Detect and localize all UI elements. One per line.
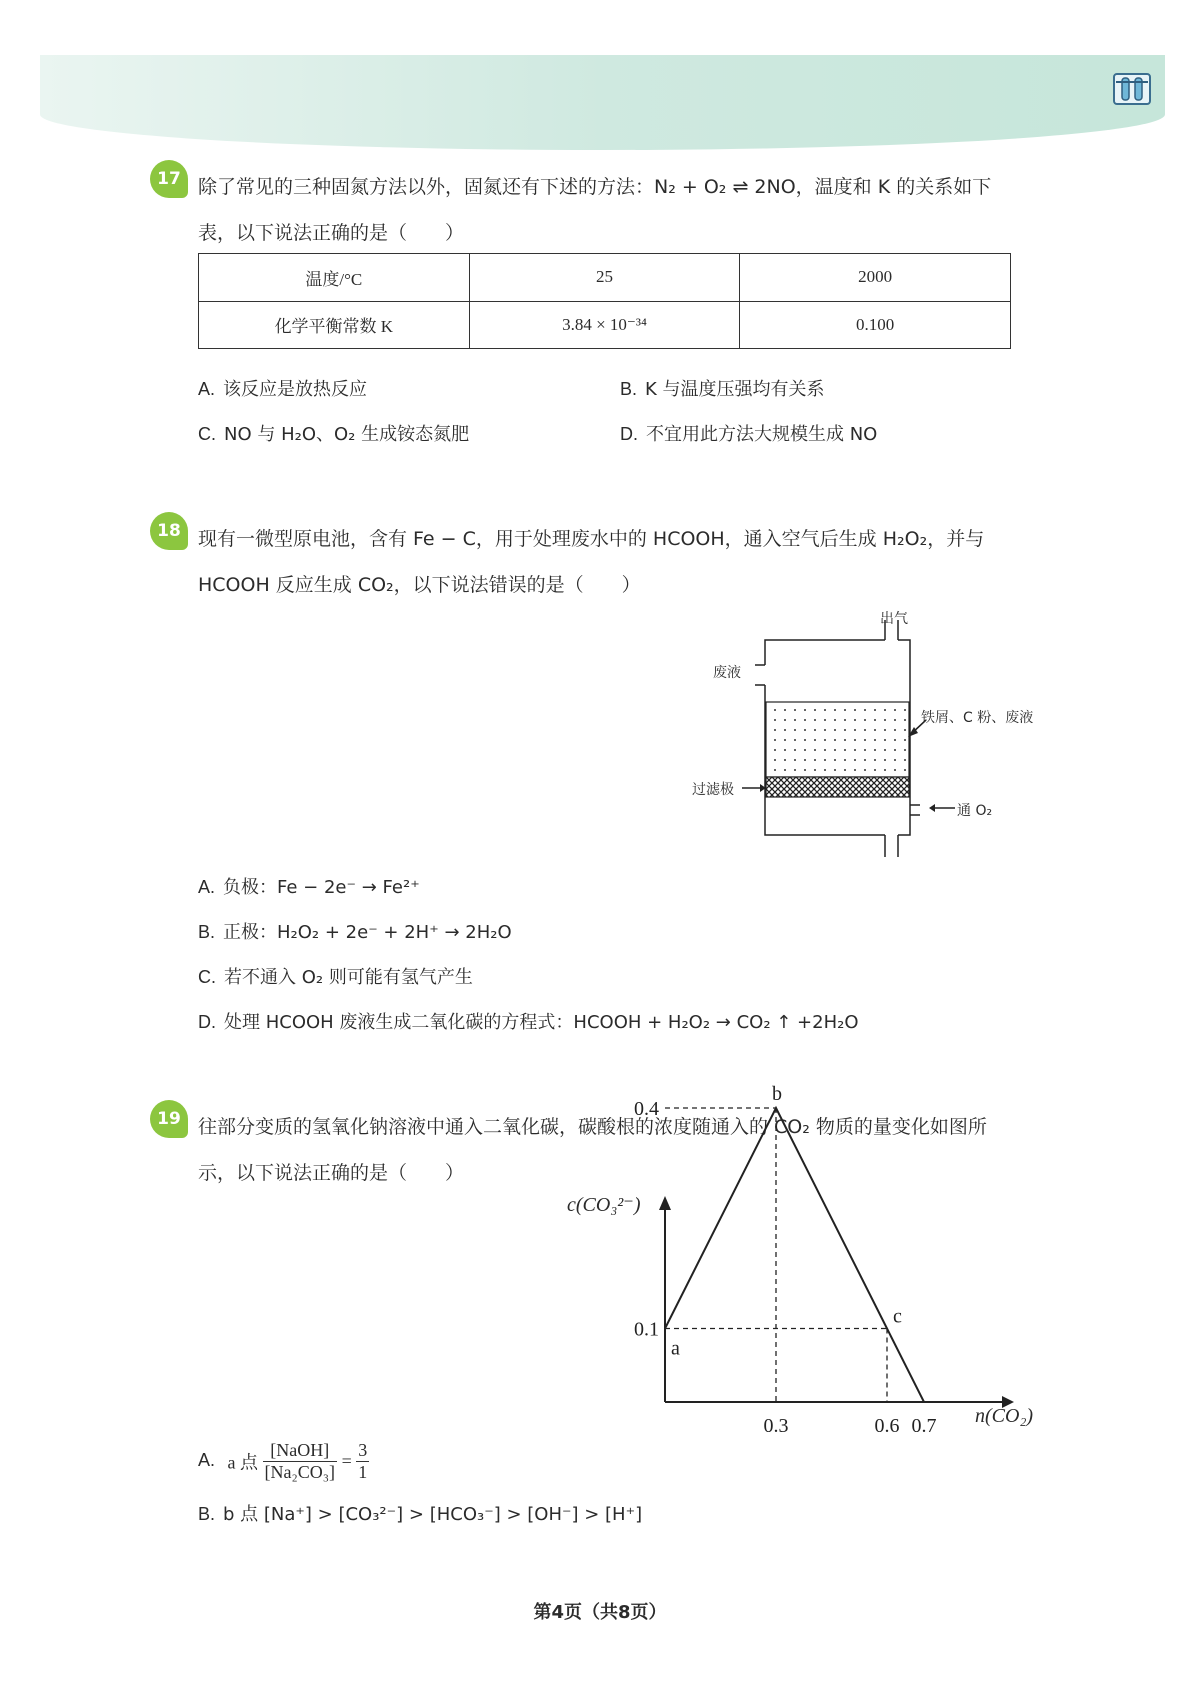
value-numerator: 3 [358, 1440, 368, 1460]
q17-stem-line1: 除了常见的三种固氮方法以外，固氮还有下述的方法：N₂ + O₂ ⇌ 2NO，温度和 K 的关系如下 [198, 176, 992, 198]
q18-stem-line2: HCOOH 反应生成 CO₂，以下说法错误的是（ ） [198, 574, 641, 596]
equals-sign: = [341, 1451, 352, 1471]
header-band [40, 55, 1165, 150]
q17-option-d[interactable] [620, 420, 877, 446]
option-text: 处理 HCOOH 废液生成二氧化碳的方程式：HCOOH + H₂O₂ → CO₂ ↑ +2H₂O [224, 1012, 859, 1033]
option-text: K 与温度压强均有关系 [645, 379, 825, 400]
q19-stem-line1: 往部分变质的氢氧化钠溶液中通入二氧化碳，碳酸根的浓度随通入的 CO₂ 物质的量变化如图所 [198, 1116, 987, 1138]
option-letter: D. [198, 1012, 216, 1032]
x-tick-label: 0.6 [874, 1415, 900, 1437]
table-cell: 25 [469, 254, 740, 302]
y-axis-label: c(CO₃²⁻) [567, 1194, 641, 1216]
option-text: 若不通入 O₂ 则可能有氢气产生 [224, 967, 473, 988]
x-axis-label: n(CO₂) [975, 1405, 1034, 1427]
waste-in-label: 废液 [713, 665, 741, 681]
q17-option-b[interactable] [620, 375, 825, 401]
o2-in-label: 通 O₂ [957, 803, 993, 819]
q18-option-a[interactable] [198, 873, 420, 899]
table-cell: 3.84 × 10⁻³⁴ [469, 301, 740, 349]
point-label-c: c [893, 1305, 902, 1328]
fill-label: 铁屑、C 粉、废液 [921, 710, 1034, 726]
table-cell: 0.100 [740, 301, 1011, 349]
option-text: 不宜用此方法大规模生成 NO [646, 424, 878, 445]
table-cell: 温度/°C [199, 254, 470, 302]
table-cell: 2000 [740, 254, 1011, 302]
q18-option-b[interactable] [198, 918, 512, 944]
q17-stem-line2: 表，以下说法正确的是（ ） [198, 222, 465, 244]
y-tick-label: 0.1 [634, 1318, 659, 1341]
q19-stem-line2: 示，以下说法正确的是（ ） [198, 1162, 465, 1184]
equilibrium-table [198, 253, 1011, 349]
q18-stem-line1: 现有一微型原电池，含有 Fe − C，用于处理废水中的 HCOOH，通入空气后生成 H₂O₂，并与 [198, 528, 985, 550]
x-tick-label: 0.7 [911, 1415, 937, 1437]
option-letter: C. [198, 424, 216, 444]
question-number-17: 17 [150, 160, 188, 198]
option-text: 该反应是放热反应 [223, 379, 368, 400]
series-line [665, 1108, 924, 1402]
option-text: NO 与 H₂O、O₂ 生成铵态氮肥 [224, 424, 470, 445]
point-label-a: a [671, 1337, 680, 1360]
option-text: 负极：Fe − 2e⁻ → Fe²⁺ [223, 877, 420, 898]
ratio-value [356, 1440, 369, 1483]
q17-option-c[interactable] [198, 420, 469, 446]
point-label-b: b [772, 1083, 782, 1105]
y-axis-arrow [659, 1196, 671, 1210]
table-cell: 化学平衡常数 K [199, 301, 470, 349]
option-prefix: a 点 [227, 1452, 259, 1473]
option-text: 正极：H₂O₂ + 2e⁻ + 2H⁺ → 2H₂O [223, 922, 512, 943]
x-tick-label: 0.3 [763, 1415, 789, 1437]
q19-option-b[interactable] [198, 1500, 642, 1526]
q18-option-c[interactable] [198, 963, 473, 989]
value-denominator: 1 [358, 1462, 368, 1482]
question-number-19: 19 [150, 1100, 188, 1138]
option-letter: B. [198, 922, 216, 942]
question-number-18: 18 [150, 512, 188, 550]
option-text: b 点 [Na⁺] > [CO₃²⁻] > [HCO₃⁻] > [OH⁻] > [H⁺] [223, 1504, 643, 1525]
y-tick-label: 0.4 [634, 1098, 659, 1120]
table-row [199, 301, 1011, 349]
q17-option-a[interactable] [198, 375, 367, 401]
fraction-numerator: [NaOH] [263, 1440, 338, 1462]
option-letter: A. [198, 1449, 216, 1470]
option-letter: D. [620, 424, 638, 444]
table-row [199, 254, 1011, 302]
fraction-denominator: [Na₂CO₃] [264, 1462, 336, 1482]
option-letter: B. [620, 379, 638, 399]
filter-label: 过滤极 [692, 782, 734, 798]
q19-option-a[interactable] [198, 1440, 369, 1483]
q18-option-d[interactable] [198, 1008, 859, 1034]
option-letter: A. [198, 877, 216, 897]
gas-out-label: 出气 [880, 611, 908, 627]
ratio-fraction [263, 1440, 338, 1483]
page-footer: 第4页（共8页） [533, 1602, 667, 1623]
test-tube-icon [1112, 68, 1152, 108]
option-letter: B. [198, 1504, 216, 1524]
option-letter: A. [198, 379, 216, 399]
option-letter: C. [198, 967, 216, 987]
